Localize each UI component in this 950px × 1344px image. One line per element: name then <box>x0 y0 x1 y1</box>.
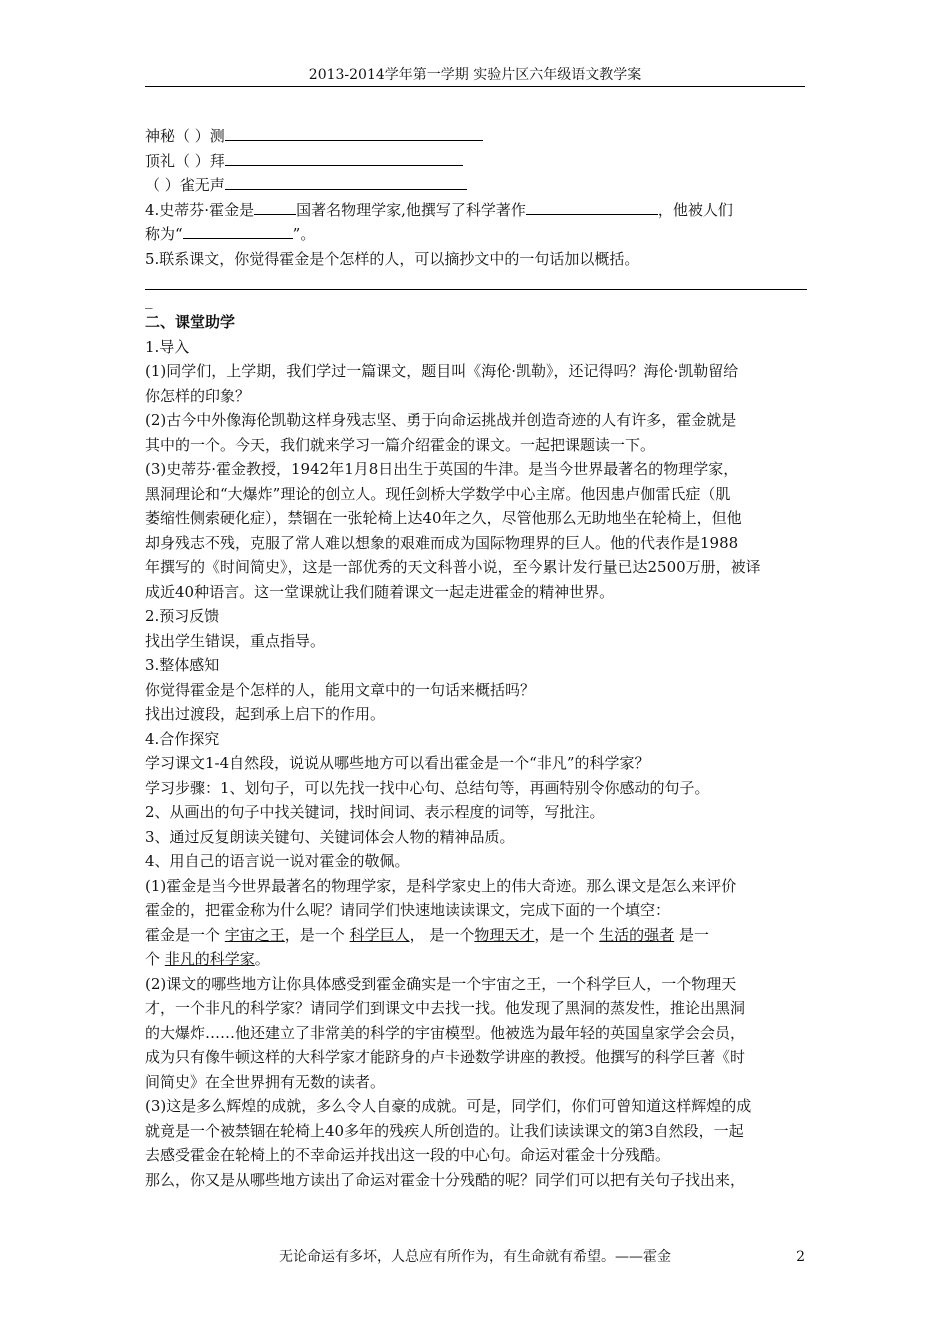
answer-blank[interactable] <box>225 173 467 190</box>
fill-text: ，是一个 <box>284 925 350 944</box>
question-5: 5.联系课文，你觉得霍金是个怎样的人，可以摘抄文中的一句话加以概括。 <box>145 249 640 268</box>
fill-sentence-line <box>145 923 807 948</box>
text-line: 去感受霍金在轮椅上的不幸命运并找出这一段的中心句。命运对霍金十分残酷。 <box>145 1146 671 1164</box>
answer-blank[interactable] <box>225 149 463 166</box>
fill-word-line <box>145 124 807 149</box>
fill-word-text: 神秘（ ）测 <box>145 127 225 145</box>
answer-blank[interactable] <box>526 198 658 215</box>
text-line: 1.导入 <box>145 337 190 356</box>
header-rule <box>145 86 805 87</box>
text-line: 才，一个非凡的科学家？请同学们到课文中去找一找。他发现了黑洞的蒸发性，推论出黑洞 <box>145 999 746 1017</box>
text-line: 找出过渡段，起到承上启下的作用。 <box>145 705 386 723</box>
q4-text: 国著名物理学家,他撰写了科学著作 <box>296 200 526 219</box>
q4-text: 称为“ <box>145 225 183 243</box>
text-line: 成近40种语言。这一堂课就让我们随着课文一起走进霍金的精神世界。 <box>145 582 615 601</box>
fill-text: ，是一个 <box>534 925 600 944</box>
text-line: 你怎样的印象？ <box>145 386 251 405</box>
fill-text: 霍金是一个 <box>145 925 225 944</box>
text-line: 霍金的，把霍金称为什么呢？请同学们快速地读读课文，完成下面的一个填空： <box>145 901 671 919</box>
filled-answer: 科学巨人 <box>349 925 410 944</box>
text-line: 萎缩性侧索硬化症），禁锢在一张轮椅上达40年之久，尽管他那么无助地坐在轮椅上，但他 <box>145 509 742 527</box>
q4-text: ”。 <box>292 225 316 243</box>
text-line: (3)史蒂芬·霍金教授，1942年1月8日出生于英国的牛津。是当今世界最著名的物理学家， <box>145 460 739 478</box>
text-line: 4、用自己的语言说一说对霍金的敬佩。 <box>145 852 410 870</box>
text-line: 找出学生错误，重点指导。 <box>145 631 326 650</box>
document-body <box>145 124 807 1192</box>
text-line: 却身残志不残，克服了常人难以想象的艰难而成为国际物理界的巨人。他的代表作是1988 <box>145 533 739 552</box>
answer-blank[interactable] <box>225 124 483 141</box>
stray-mark: _ <box>145 291 153 309</box>
text-line: 间简史》在全世界拥有无数的读者。 <box>145 1072 386 1091</box>
text-line: 成为只有像牛顿这样的大科学家才能跻身的卢卡逊数学讲座的教授。他撰写的科学巨著《时 <box>145 1048 746 1066</box>
text-line: 3.整体感知 <box>145 656 220 674</box>
text-line: (2)课文的哪些地方让你具体感受到霍金确实是一个宇宙之王，一个科学巨人，一个物理天 <box>145 974 737 993</box>
filled-answer: 生活的强者 <box>599 925 675 944</box>
text-line: 学习课文1-4自然段，说说从哪些地方可以看出霍金是一个“非凡”的科学家？ <box>145 754 650 772</box>
text-line: 其中的一个。今天，我们就来学习一篇介绍霍金的课文。一起把课题读一下。 <box>145 435 656 454</box>
text-line: 的大爆炸……他还建立了非常美的科学的宇宙模型。他被选为最年轻的英国皇家学会会员， <box>145 1023 746 1042</box>
filled-answer: 宇宙之王 <box>224 925 285 944</box>
page-header: 2013-2014学年第一学期 实验片区六年级语文教学案 <box>308 67 642 83</box>
text-line: (1)同学们，上学期，我们学过一篇课文，题目叫《海伦·凯勒》，还记得吗？海伦·凯勒留给 <box>145 362 739 380</box>
answer-blank[interactable] <box>254 198 296 215</box>
filled-answer: 非凡的科学家 <box>164 950 255 968</box>
text-line: 2.预习反馈 <box>145 607 220 625</box>
fill-text: 个 <box>145 950 165 968</box>
text-line: 3、通过反复朗读关键句、关键词体会人物的精神品质。 <box>145 827 515 846</box>
answer-blank[interactable] <box>183 222 293 239</box>
fill-word-line <box>145 149 807 174</box>
fill-word-text: 顶礼（ ）拜 <box>145 151 225 170</box>
page-number: 2 <box>796 1249 805 1265</box>
question-4 <box>145 198 807 223</box>
question-4-line2 <box>145 222 807 247</box>
text-line: 年撰写的《时间简史》，这是一部优秀的天文科普小说，至今累计发行量已达2500万册，被译 <box>145 558 761 576</box>
text-line: 就竟是一个被禁锢在轮椅上40多年的残疾人所创造的。让我们读读课文的第3自然段，一起 <box>145 1121 744 1140</box>
fill-sentence-line <box>145 947 807 972</box>
fill-word-line <box>145 173 807 198</box>
fill-text: 是一 <box>674 925 709 944</box>
text-line: 你觉得霍金是个怎样的人，能用文章中的一句话来概括吗？ <box>145 680 536 699</box>
text-line: 黑洞理论和“大爆炸”理论的创立人。现任剑桥大学数学中心主席。他因患卢伽雷氏症（肌 <box>145 484 731 503</box>
text-line: 那么，你又是从哪些地方读出了命运对霍金十分残酷的呢？同学们可以把有关句子找出来， <box>145 1170 746 1189</box>
q4-text: ，他被人们 <box>657 200 733 219</box>
text-line: (1)霍金是当今世界最著名的物理学家，是科学家史上的伟大奇迹。那么课文是怎么来评价 <box>145 876 737 895</box>
fill-text: 。 <box>254 950 270 968</box>
text-line: 2、从画出的句子中找关键词，找时间词、表示程度的词等，写批注。 <box>145 803 605 821</box>
q4-text: 4.史蒂芬·霍金是 <box>145 200 255 219</box>
text-line: 学习步骤：1、划句子，可以先找一找中心句、总结句等，再画特别令你感动的句子。 <box>145 778 710 797</box>
section-title: 二、课堂助学 <box>145 313 236 331</box>
text-line: 4.合作探究 <box>145 729 220 748</box>
fill-text: ， 是一个 <box>409 925 475 944</box>
filled-answer: 物理天才 <box>474 925 535 944</box>
footer-quote: 无论命运有多坏，人总应有所作为，有生命就有希望。——霍金 <box>279 1249 671 1265</box>
fill-word-text: （ ）雀无声 <box>145 176 225 194</box>
text-line: (2)古今中外像海伦凯勒这样身残志坚、勇于向命运挑战并创造奇迹的人有许多，霍金就是 <box>145 411 737 429</box>
text-line: (3)这是多么辉煌的成就，多么令人自豪的成就。可是，同学们，你们可曾知道这样辉煌的成 <box>145 1097 752 1115</box>
